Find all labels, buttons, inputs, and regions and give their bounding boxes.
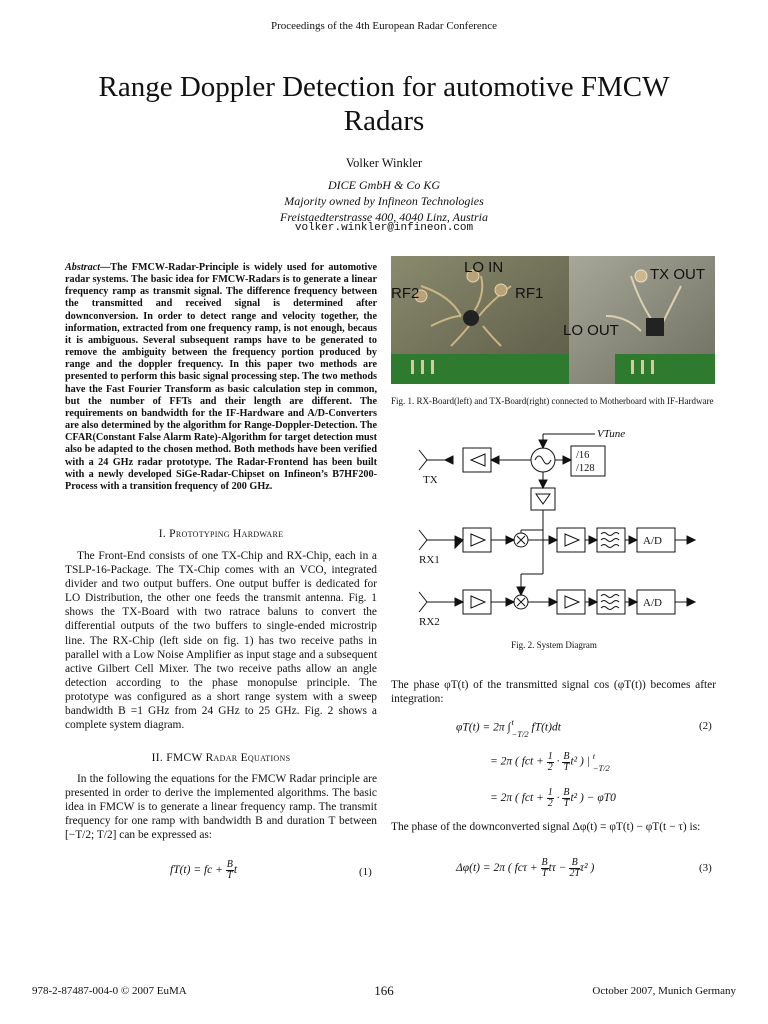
rx1-if-amp-icon	[557, 528, 585, 552]
figure-2-diagram	[405, 424, 705, 639]
rx2-label: RX2	[419, 616, 440, 628]
photo-label-rf1: RF1	[515, 285, 544, 302]
eq2-l2-g: t² ) |	[570, 755, 590, 768]
eq2-l1-lhs: φT(t) = 2π ∫	[456, 721, 511, 734]
affiliation	[0, 177, 768, 225]
eq2-l3-tail: t² ) − φT0	[570, 792, 616, 805]
figure-2-caption: Fig. 2. System Diagram	[511, 640, 597, 650]
eq2-l3-d: ·	[553, 792, 563, 805]
equation-3	[456, 858, 594, 879]
rx2-lna-icon	[463, 590, 491, 614]
eq2-l2-limits	[593, 750, 610, 774]
eq1-frac-num: B	[226, 859, 233, 870]
author-name: Volker Winkler	[345, 156, 423, 170]
affiliation-line-3: Freistaedterstrasse 400, 4040 Linz, Austria	[279, 210, 488, 224]
eq3-f2-num: B	[569, 858, 580, 869]
photo-label-lo-in: LO IN	[464, 259, 504, 276]
equation-1	[170, 860, 237, 881]
eq1-frac-den: T	[227, 870, 233, 881]
footer-isbn: 978-2-87487-004-0 © 2007 EuMA	[32, 985, 187, 997]
rx1-antenna-icon	[419, 530, 427, 550]
eq2-l2-half-num: 1	[547, 750, 553, 762]
paper-title: Range Doppler Detection for automotive FMCW Radars	[98, 71, 670, 137]
abstract	[65, 262, 377, 493]
photo-label-tx-out: TX OUT	[650, 266, 705, 283]
rx1-lna-icon	[463, 528, 491, 552]
eq2-l2-bt-den: T	[563, 761, 570, 773]
eq3-f2-den: 2T	[569, 868, 580, 879]
ad1-label: A/D	[643, 535, 662, 547]
affiliation-line-1: DICE GmbH & Co KG	[327, 178, 440, 192]
figure-1-caption: Fig. 1. RX-Board(left) and TX-Board(right) connected to Motherboard with IF-Hardware	[391, 396, 714, 406]
vtune-label: VTune	[597, 428, 626, 440]
eq3-mid: tτ −	[548, 862, 570, 875]
eq3-f1-num: B	[541, 857, 548, 868]
equation-2-line-1	[456, 716, 561, 740]
eq2-l1-limits	[512, 716, 529, 740]
running-header: Proceedings of the 4th European Radar Conference	[270, 20, 498, 32]
rx2-antenna-icon	[419, 592, 427, 612]
divider-label-128: /128	[576, 463, 595, 474]
photo-label-lo-out: LO OUT	[563, 322, 619, 339]
section-heading-1: I. Prototyping Hardware	[158, 528, 284, 540]
section-heading-2: II. FMCW Radar Equations	[151, 752, 291, 764]
eq1-tail: t	[233, 864, 238, 877]
eq2-l1-upper: t	[511, 717, 514, 727]
eq2-l3-half-num: 1	[547, 787, 553, 798]
tx-antenna-icon	[419, 450, 427, 470]
equation-2-line-2	[490, 750, 610, 774]
abstract-text: —The FMCW-Radar-Principle is widely used for automotive radar systems. The basic idea for FMCW-Radars is to generate a linear frequency ramp as transmit signal. The difference frequency between the transmitted and received signal is determined after downconversion. In order to detect range and velocity together, the information, extracted from one frequency ramp, is not enough, becaus it is ambiguous. Several subsequent ramps have to be generated to remove the ambiguity between the frequency portion produced by range and the doppler frequency. In this paper two methods are presented to perform this basic signal processing step. The two methods have the Fast Fourier Transform as basic calculation step in common, but the number of FFTs and their length are different. The requirements on bandwidth for the IF-Hardware and A/D-Converters are also determined by the algorithm for Range-Doppler-Detection. The CFAR(Constant False Alarm Rate)-Algorithm for target detection must also be adapted to the chosen method. Both methods have been verified with a 24 GHz radar prototype. The Radar-Frontend has been built with a newly developed SiGe-Radar-Chipset on Infineon’s B7HF200-Process with a transition frequency of 200 GHz.	[65, 262, 377, 492]
right-paragraph-2: The phase of the downconverted signal Δφ(t) = φT(t) − φT(t − τ) is:	[391, 821, 701, 833]
eq2-l2-lower: −T/2	[592, 763, 610, 773]
ad2-label: A/D	[643, 597, 662, 609]
footer-date: October 2007, Munich Germany	[592, 985, 736, 997]
eq2-l3-a: = 2π ( fct +	[490, 792, 547, 805]
divider-label-16: /16	[576, 450, 590, 461]
eq2-l3-bt-den: T	[563, 798, 570, 809]
eq3-tail: τ² )	[580, 862, 595, 875]
eq2-l2-upper: t	[592, 751, 596, 761]
eq1-number: (1)	[359, 866, 372, 878]
eq3-number: (3)	[699, 862, 712, 874]
eq2-l1-integrand: fT(t)dt	[531, 721, 561, 734]
eq2-l2-half	[547, 752, 554, 773]
section-1-body: The Front-End consists of one TX-Chip and RX-Chip, each in a TSLP-16-Package. The TX-Chip comes with an VCO, integrated divider and two output buffers. One output buffer is dedicated for LO Distribution, the other one feeds the transmit antenna. Fig. 1 shows the TX-Board with two ratrace baluns to convert the differential outputs of the two buffers to single-ended microstrip line. The RX-Chip (left side on fig. 1) has two receive paths in parallel with a Low Noise Amplifier as input stage and a subsequent active Gilbert Cell Mixer. The two receive paths allow an angle detection according to the phase monopulse principle. The prototype was configured as a short range system with a sweep bandwidth B =1 GHz from 24 GHz to 25 GHz. Fig. 2 shows a complete system diagram.	[65, 550, 377, 732]
rx1-label: RX1	[419, 554, 440, 566]
page-number: 166	[374, 983, 394, 998]
equation-2-line-3	[490, 788, 616, 809]
eq3-f1-den: T	[541, 868, 548, 879]
section-2-body: In the following the equations for the FMCW Radar principle are presented in order to derive the implemented algorithms. The basic idea in FMCW is to generate a linear frequency ramp. The transmit frequency for one ramp with bandwidth B and duration T between [−T/2; T/2] can be expressed as:	[65, 773, 377, 842]
tx-label: TX	[423, 474, 438, 486]
eq3-frac-1	[541, 858, 549, 879]
eq1-frac	[226, 860, 234, 881]
affiliation-line-2: Majority owned by Infineon Technologies	[284, 194, 484, 208]
eq3-lhs: Δφ(t) = 2π ( fcτ +	[456, 862, 541, 875]
eq2-l1-lower: −T/2	[511, 729, 529, 739]
author-email: volker.winkler@infineon.com	[294, 222, 474, 234]
eq2-number: (2)	[699, 720, 712, 732]
tx-amplifier-icon	[463, 448, 491, 472]
abstract-label: Abstract	[65, 262, 101, 273]
eq2-l2-d: ·	[553, 755, 563, 768]
eq3-frac-2	[569, 858, 580, 879]
eq2-l3-half-den: 2	[547, 798, 553, 809]
right-paragraph-1: The phase φT(t) of the transmitted signal cos (φT(t)) becomes after integration:	[391, 679, 716, 706]
eq1-lhs: fT(t) = fc +	[170, 864, 226, 877]
rx2-if-amp-icon	[557, 590, 585, 614]
photo-label-rf2: RF2	[391, 285, 420, 302]
lo-buffer-icon	[531, 488, 555, 510]
eq2-l3-half	[547, 788, 554, 809]
eq2-l2-bt-num: B	[563, 750, 570, 762]
eq2-l2-a: = 2π ( fct +	[490, 755, 547, 768]
figure-1-photo	[391, 256, 715, 384]
eq2-l3-bt-num: B	[563, 787, 570, 798]
eq2-l2-half-den: 2	[547, 761, 553, 773]
